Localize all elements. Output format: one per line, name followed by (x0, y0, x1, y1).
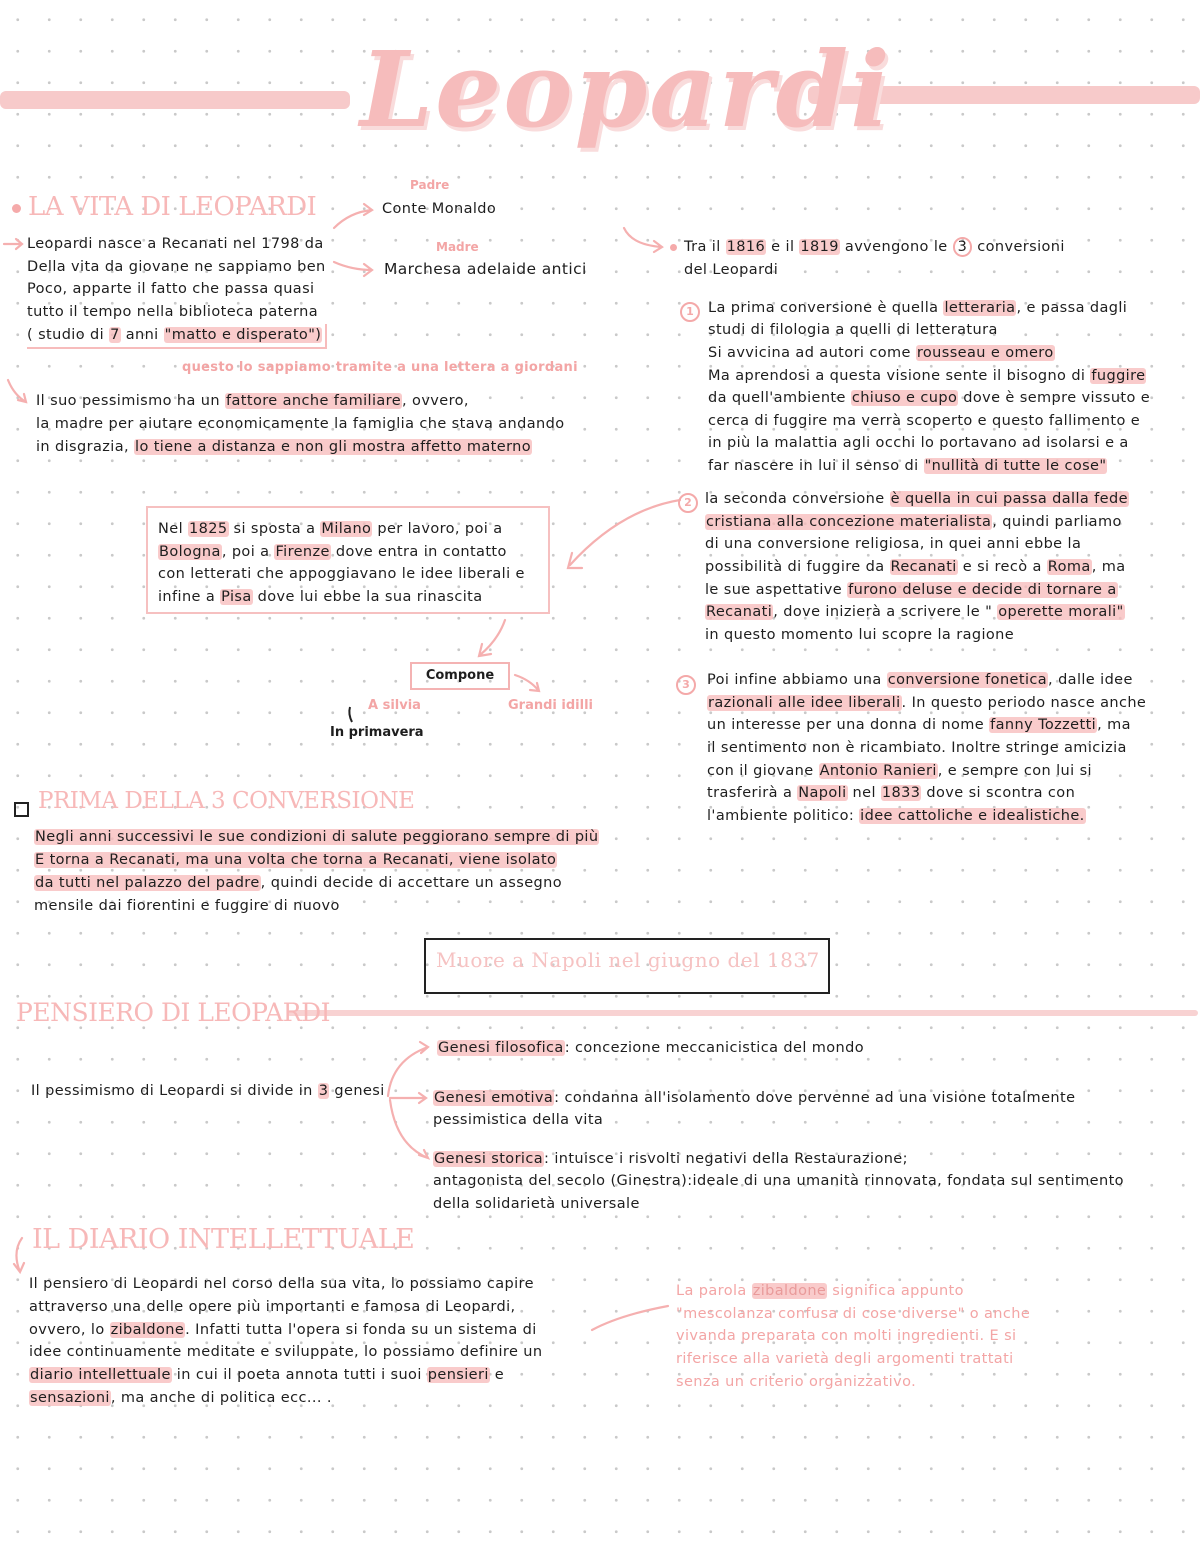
c1-line-4 (708, 365, 1146, 388)
text: , e passa dagli (1016, 300, 1128, 316)
c3-line-3 (707, 714, 1131, 737)
text: dove entra in contatto (330, 544, 507, 560)
compone-idilli: Grandi idilli (508, 698, 593, 713)
c3-line-5 (707, 760, 1092, 783)
highlight: zibaldone (752, 1283, 827, 1299)
circled-number: 3 (953, 237, 973, 257)
c1-line-8 (708, 455, 1107, 478)
genesi-storica-2: antagonista del secolo (Ginestra):ideale di una umanità rinnovata, fondata sul sentimento (433, 1173, 1124, 1189)
highlight: letteraria (944, 300, 1016, 316)
highlight: Negli anni successivi le sue condizioni di salute peggiorano sempre di più (35, 829, 599, 845)
number-badge-1 (680, 300, 700, 322)
c1-line-2: studi di filologia a quelli di letteratura (708, 322, 998, 338)
c3-line-6 (707, 782, 1075, 805)
highlight: lo tiene a distanza e non gli mostra affetto materno (135, 439, 532, 455)
highlight: operette morali" (998, 604, 1124, 620)
highlight: zibaldone (110, 1322, 185, 1338)
diario-line-1: Il pensiero di Leopardi nel corso della sua vita, lo possiamo capire (29, 1276, 534, 1292)
highlight: da tutti nel palazzo del padre (35, 875, 260, 891)
box-line-4 (158, 586, 483, 609)
highlight: Napoli (798, 785, 847, 801)
diario-line-4: idee continuamente meditate e sviluppate, lo possiamo definire un (29, 1344, 543, 1360)
highlight: conversione fonetica (887, 672, 1048, 688)
text: , ovvero, (402, 393, 469, 409)
highlight: cristiana alla concezione materialista (706, 514, 992, 530)
page-title: Leopardi (360, 28, 892, 151)
text: , poi a (221, 544, 275, 560)
c2-line-7: in questo momento lui scopre la ragione (705, 627, 1015, 643)
vita-text: ( studio di (27, 327, 110, 343)
c1-line-3 (708, 342, 1055, 365)
text: trasferirà a (707, 785, 798, 801)
text: , dove inizierà a scrivere le " (773, 604, 998, 620)
pessimismo-line-2: la madre per aiutare economicamente la famiglia che stava andando (36, 416, 565, 432)
text: , ma anche di politica ecc... . (110, 1390, 332, 1406)
pessimismo-line-1 (36, 390, 469, 413)
lettera-note: questo lo sappiamo tramite a una lettera a giordani (182, 360, 578, 375)
text: : intuisce i risvolti negativi della Restaurazione; (544, 1151, 908, 1167)
text: , quindi parliamo (992, 514, 1122, 530)
text: in cui il poeta annota tutti i suoi (171, 1367, 427, 1383)
highlight: chiuso e cupo (851, 390, 958, 406)
text: Tra il (684, 239, 726, 255)
text: per lavoro, poi a (372, 521, 503, 537)
c2-line-4 (705, 556, 1126, 579)
genesi-emotiva-2: pessimistica della vita (433, 1112, 604, 1128)
highlight: Genesi storica (434, 1151, 544, 1167)
prima-line-4: mensile dai fiorentini e fuggire di nuovo (34, 898, 340, 914)
text: e il (766, 239, 800, 255)
genesi-filosofica (437, 1037, 864, 1060)
muore-text: Muore a Napoli nel giugno del 1837 (436, 948, 820, 972)
highlight: furono deluse e decide di tornare a (848, 582, 1117, 598)
text: : condanna all'isolamento dove pervenne ad una visione totalmente (554, 1090, 1076, 1106)
highlight: 1816 (726, 239, 766, 255)
conv-intro-line-2: del Leopardi (684, 262, 779, 278)
highlight: razionali alle idee liberali (708, 695, 901, 711)
diario-line-6 (29, 1387, 332, 1410)
side-note-line-4: riferisce alla varietà degli argomenti trattati (676, 1351, 1014, 1367)
highlight: Genesi emotiva (434, 1090, 554, 1106)
c3-line-4: il sentimento non è ricambiato. Inoltre stringe amicizia (707, 740, 1127, 756)
vita-line-2: Della vita da giovane ne sappiamo ben (27, 259, 326, 275)
highlight: diario intellettuale (30, 1367, 171, 1383)
text: con il giovane (707, 763, 819, 779)
highlight: fuggire (1091, 368, 1146, 384)
vita-line-1: Leopardi nasce a Recanati nel 1798 da (27, 236, 324, 252)
text: le sue aspettative (705, 582, 848, 598)
conv-intro-line-1 (684, 236, 1065, 259)
text: Il suo pessimismo ha un (36, 393, 225, 409)
text: Ma aprendosi a questa visione sente il bisogno di (708, 368, 1091, 384)
badge-number: 1 (680, 302, 700, 322)
bullet-dot (670, 244, 677, 251)
highlight: 1819 (800, 239, 839, 255)
madre-label: Madre (436, 240, 479, 254)
padre-name: Conte Monaldo (382, 201, 497, 217)
padre-label: Padre (410, 178, 450, 192)
text: Poi infine abbiamo una (707, 672, 887, 688)
text: genesi (329, 1083, 385, 1099)
text: nel (847, 785, 881, 801)
text: dove è sempre vissuto e (958, 390, 1151, 406)
text: , ma (1097, 717, 1131, 733)
side-note-line-5: senza un criterio organizzativo. (676, 1374, 917, 1390)
compone-primavera: In primavera (330, 725, 424, 740)
badge-number: 2 (678, 493, 698, 513)
text: . In questo periodo nasce anche (901, 695, 1147, 711)
c2-line-6 (705, 601, 1125, 624)
text: , e sempre con lui si (937, 763, 1092, 779)
section-heading-pensiero: PENSIERO DI LEOPARDI (16, 998, 330, 1027)
text: conversioni (972, 239, 1065, 255)
text: possibilità di fuggire da (705, 559, 890, 575)
text: e (489, 1367, 505, 1383)
highlight: Antonio Ranieri (819, 763, 937, 779)
text: si sposta a (228, 521, 321, 537)
highlight: Bologna (159, 544, 221, 560)
vita-line-3: Poco, apparte il fatto che passa quasi (27, 281, 315, 297)
vita-line-4: tutto il tempo nella biblioteca paterna (27, 304, 318, 320)
highlight: pensieri (427, 1367, 489, 1383)
highlight: E torna a Recanati, ma una volta che torna a Recanati, viene isolato (35, 852, 557, 868)
box-line-1 (158, 518, 503, 541)
text: , dalle idee (1048, 672, 1133, 688)
c2-line-3: di una conversione religiosa, in quei anni ebbe la (705, 536, 1082, 552)
highlight: fattore anche familiare (226, 393, 402, 409)
c1-line-7: in più la malattia agli occhi lo portavano ad isolarsi e a (708, 435, 1129, 451)
genesi-storica-1 (433, 1148, 908, 1171)
text: infine a (158, 589, 221, 605)
highlight: idee cattoliche e idealistiche. (860, 808, 1085, 824)
c1-line-1 (708, 297, 1127, 320)
section-heading-prima: PRIMA DELLA 3 CONVERSIONE (38, 788, 415, 814)
diario-line-3 (29, 1319, 537, 1342)
diario-line-2: attraverso una delle opere più importanti e famosa di Leopardi, (29, 1299, 516, 1315)
compone-silvia: A silvia (368, 698, 421, 713)
text: dove lui ebbe la sua rinascita (252, 589, 483, 605)
c1-line-5 (708, 387, 1150, 410)
c1-line-6: cerca di fuggire ma verrà scoperto e questo fallimento e (708, 413, 1141, 429)
prima-line-1 (34, 826, 599, 849)
text: La prima conversione è quella (708, 300, 944, 316)
text: avvengono le (839, 239, 953, 255)
highlight: "matto e disperato") (164, 327, 322, 343)
c2-line-1 (705, 488, 1129, 511)
c2-line-2 (705, 511, 1122, 534)
highlight: fanny Tozzetti (990, 717, 1097, 733)
text: significa appunto (827, 1283, 964, 1299)
text: dove si scontra con (921, 785, 1076, 801)
text: la seconda conversione (705, 491, 890, 507)
text: da quell'ambiente (708, 390, 851, 406)
text: Si avvicina ad autori come (708, 345, 916, 361)
pessimismo-line-3 (36, 436, 532, 459)
c3-line-7 (707, 805, 1086, 828)
highlight: Genesi filosofica (438, 1040, 564, 1056)
compone-box: Compone (410, 662, 510, 690)
c2-line-5 (705, 579, 1118, 602)
highlight: "nullità di tutte le cose" (924, 458, 1107, 474)
highlight: 1825 (189, 521, 228, 537)
checkbox-square (14, 802, 29, 817)
highlight: è quella in cui passa dalla fede (890, 491, 1128, 507)
text: La parola (676, 1283, 752, 1299)
number-badge-2 (678, 491, 698, 513)
text: , quindi decide di accettare un assegno (260, 875, 562, 891)
text: Il pessimismo di Leopardi si divide in (31, 1083, 318, 1099)
text: un interesse per una donna di nome (707, 717, 990, 733)
text: Nel (158, 521, 189, 537)
number-badge-3 (676, 673, 696, 695)
badge-number: 3 (676, 675, 696, 695)
highlight: Milano (321, 521, 372, 537)
pensiero-intro (31, 1080, 385, 1103)
section-heading-vita: LA VITA DI LEOPARDI (28, 192, 317, 222)
genesi-storica-3: della solidarietà universale (433, 1196, 640, 1212)
diario-line-5 (29, 1364, 504, 1387)
highlight: Roma (1047, 559, 1091, 575)
text: far nascere in lui il senso di (708, 458, 924, 474)
highlight: 3 (318, 1083, 329, 1099)
prima-line-3 (34, 872, 562, 895)
text: , ma (1091, 559, 1126, 575)
text: e si recò a (957, 559, 1047, 575)
genesi-emotiva-1 (433, 1087, 1075, 1110)
text: ovvero, lo (29, 1322, 110, 1338)
c3-line-2 (707, 692, 1146, 715)
highlight: Firenze (275, 544, 330, 560)
text: l'ambiente politico: (707, 808, 860, 824)
text: : concezione meccanicistica del mondo (564, 1040, 865, 1056)
box-line-3: con letterati che appoggiavano le idee liberali e (158, 566, 525, 582)
highlight: Recanati (890, 559, 957, 575)
c3-line-1 (707, 669, 1133, 692)
text: . Infatti tutta l'opera si fonda su un sistema di (185, 1322, 537, 1338)
highlight: Pisa (221, 589, 252, 605)
text: in disgrazia, (36, 439, 135, 455)
vita-line-5 (27, 324, 327, 349)
side-note-line-3: vivanda preparata con molti ingredienti. E si (676, 1328, 1017, 1344)
side-note-line-2: "mescolanza confusa di cose diverse" o anche (676, 1306, 1031, 1322)
section-heading-diario: IL DIARIO INTELLETTUALE (32, 1224, 415, 1255)
vita-text: anni (120, 327, 164, 343)
side-note-line-1 (676, 1280, 964, 1303)
highlight: 1833 (881, 785, 921, 801)
madre-name: Marchesa adelaide antici (384, 260, 587, 278)
highlight: 7 (110, 327, 120, 343)
box-line-2 (158, 541, 507, 564)
prima-line-2 (34, 849, 557, 872)
bullet-dot (12, 204, 21, 213)
highlight: Recanati (706, 604, 773, 620)
highlight: rousseau e omero (916, 345, 1054, 361)
highlight: sensazioni (30, 1390, 110, 1406)
